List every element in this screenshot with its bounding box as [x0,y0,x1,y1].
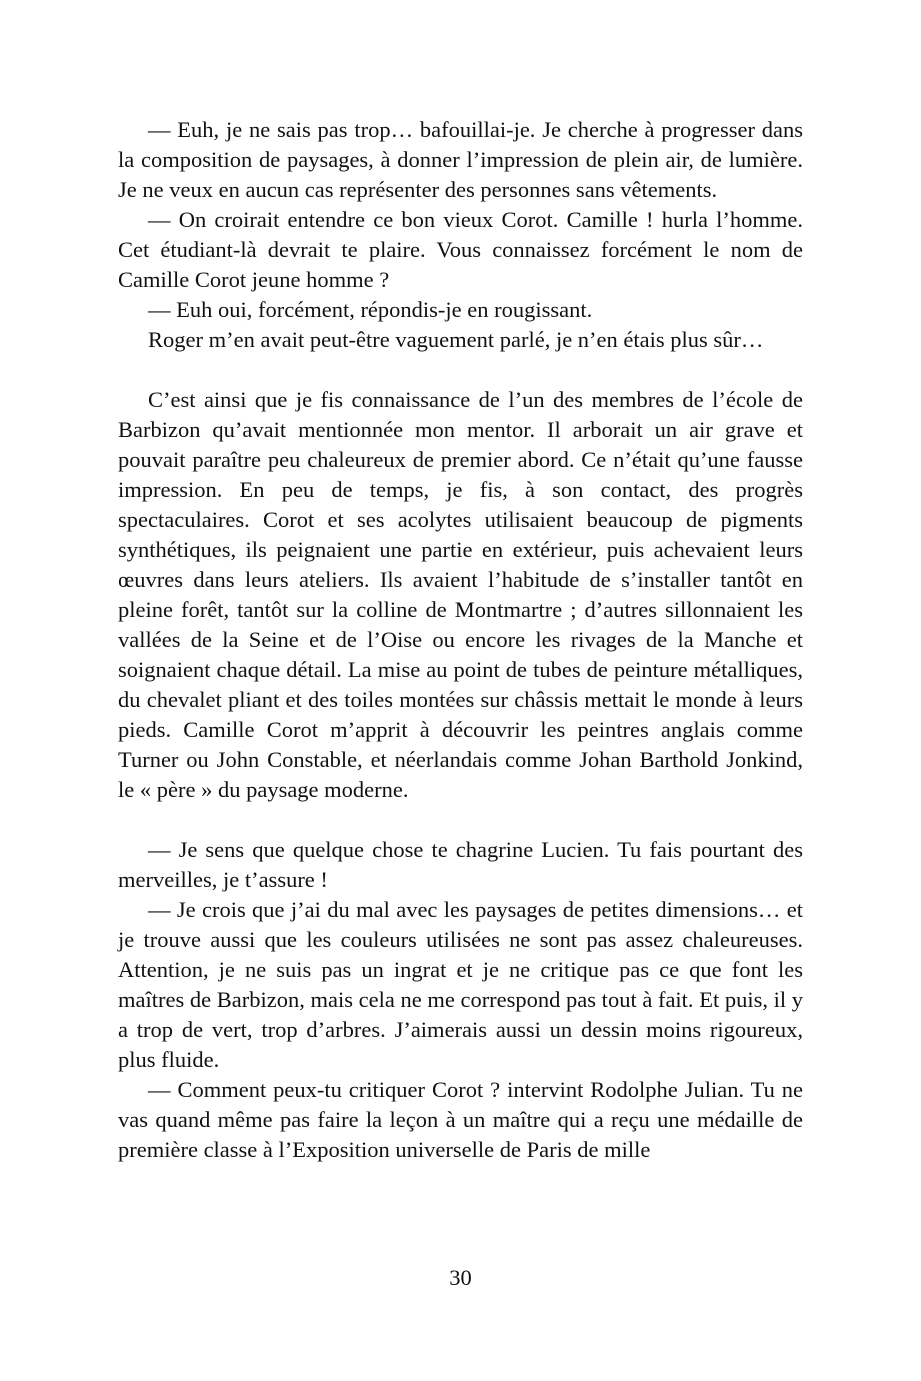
paragraph: — Comment peux-tu critiquer Corot ? intervint Rodolphe Julian. Tu ne vas quand même pas faire la leçon à un maître qui a reçu une médaille de première classe à l’Exposition universelle de Paris de mille [118,1077,803,1162]
page-number: 30 [449,1265,472,1290]
page-text [118,115,803,1165]
paragraph: — Je sens que quelque chose te chagrine Lucien. Tu fais pourtant des merveilles, je t’assure ! [118,837,803,892]
paragraph: — Je crois que j’ai du mal avec les paysages de petites dimensions… et je trouve aussi que les couleurs utilisées ne sont pas assez chaleureuses. Attention, je ne suis pas un ingrat et je ne critique pas ce que font les maîtres de Barbizon, mais cela ne me correspond pas tout à fait. Et puis, il y a trop de vert, trop d’arbres. J’aimerais aussi un dessin moins rigoureux, plus fluide. [118,897,803,1072]
paragraph: Roger m’en avait peut-être vaguement parlé, je n’en étais plus sûr… [148,327,764,352]
paragraph: — Euh oui, forcément, répondis-je en rougissant. [148,297,593,322]
paragraph: C’est ainsi que je fis connaissance de l’un des membres de l’école de Barbizon qu’avait mentionnée mon mentor. Il arborait un air grave et pouvait paraître peu chaleureux de premier abord. Ce n’était qu’une fausse impression. En peu de temps, je fis, à son contact, des progrès spectaculaires. Corot et ses acolytes utilisaient beaucoup de pigments synthétiques, ils peignaient une partie en extérieur, puis achevaient leurs œuvres dans leurs ateliers. Ils avaient l’habitude de s’installer tantôt en pleine forêt, tantôt sur la colline de Montmartre ; d’autres sillonnaient les vallées de la Seine et de l’Oise ou encore les rivages de la Manche et soignaient chaque détail. La mise au point de tubes de peinture métalliques, du chevalet pliant et des toiles montées sur châssis mettait le monde à leurs pieds. Camille Corot m’apprit à découvrir les peintres anglais comme Turner ou John Constable, et néerlandais comme Johan Barthold Jonkind, le « père » du paysage moderne. [118,387,803,802]
paragraph: — Euh, je ne sais pas trop… bafouillai-je. Je cherche à progresser dans la composition de paysages, à donner l’impression de plein air, de lumière. Je ne veux en aucun cas représenter des personnes sans vêtements. [118,117,803,202]
paragraph: — On croirait entendre ce bon vieux Corot. Camille ! hurla l’homme. Cet étudiant-là devrait te plaire. Vous connaissez forcément le nom de Camille Corot jeune homme ? [118,207,803,292]
